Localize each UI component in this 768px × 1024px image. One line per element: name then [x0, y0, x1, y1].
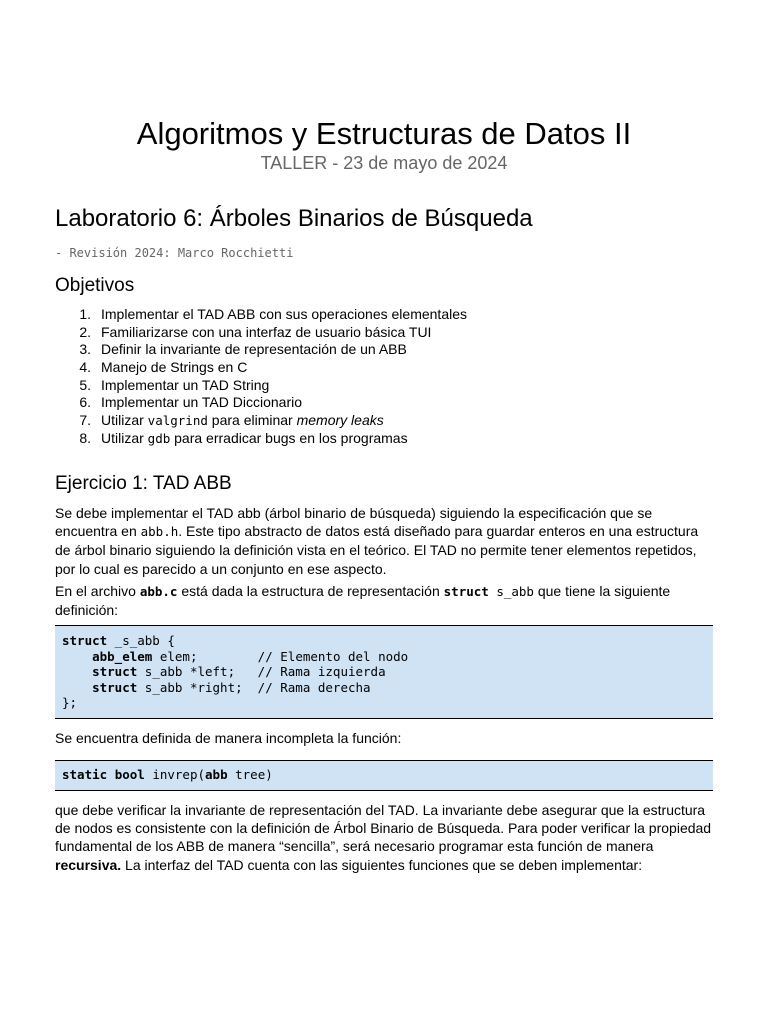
- inline-code: gdb: [147, 430, 171, 446]
- exercise1-paragraph-4: que debe verificar la invariante de representación del TAD. La invariante debe asegurar que la estructura de nodos es consistente con la definición de Árbol Binario de Búsqueda. Para poder verificar la propiedad fundamental de los ABB de manera “sencilla”, será necesario programar esta función de manera recursiva. La interfaz del TAD cuenta con las siguientes funciones que se deben implementar:: [55, 802, 712, 873]
- inline-code: abb.c: [139, 584, 178, 599]
- list-item: 8. Utilizar gdb para erradicar bugs en los programas: [79, 429, 408, 446]
- objectives-list: [55, 306, 467, 448]
- list-item: 4. Manejo de Strings en C: [79, 359, 248, 376]
- list-item: 1. Implementar el TAD ABB con sus operaciones elementales: [79, 306, 468, 322]
- exercise1-paragraph-3: Se encuentra definida de manera incompleta la función:: [55, 730, 402, 746]
- exercise1-paragraph-1: Se debe implementar el TAD abb (árbol binario de búsqueda) siguiendo la especificación que se encuentra en abb.h. Este tipo abstracto de datos está diseñado para guardar enteros en una estructura de árbol binario siguiendo la definición vista en el teórico. El TAD no permite tener elementos repetidos, por lo cual es parecido a un conjunto en ese aspecto.: [55, 505, 699, 577]
- course-title: Algoritmos y Estructuras de Datos II: [136, 116, 632, 151]
- list-item: 5. Implementar un TAD String: [79, 376, 270, 393]
- objectives-heading: Objetivos: [55, 275, 135, 296]
- course-subtitle: TALLER - 23 de mayo de 2024: [260, 153, 508, 173]
- inline-code: valgrind: [147, 413, 208, 429]
- list-item: 2. Familiarizarse con una interfaz de usuario básica TUI: [79, 323, 432, 340]
- list-item: 6. Implementar un TAD Diccionario: [79, 394, 303, 411]
- struct-code-block: struct _s_abb { abb_elem elem; // Elemento del nodo struct s_abb *left; // Rama izquierda struct s_abb *right; // Rama derecha };: [55, 625, 713, 719]
- inline-code: struct: [443, 584, 489, 599]
- list-item: 7. Utilizar valgrind para eliminar memory leaks: [79, 412, 384, 429]
- list-item: 3. Definir la invariante de representación de un ABB: [79, 341, 407, 358]
- revision-note: - Revisión 2024: Marco Rocchietti: [55, 246, 294, 260]
- inline-code: abb.h: [140, 524, 179, 540]
- inline-code: s_abb: [488, 584, 534, 599]
- lab-title: Laboratorio 6: Árboles Binarios de Búsqueda: [55, 205, 533, 232]
- exercise1-heading: Ejercicio 1: TAD ABB: [55, 473, 232, 494]
- invrep-code-block: static bool invrep(abb tree): [55, 760, 713, 791]
- exercise1-paragraph-2: En el archivo abb.c está dada la estructura de representación struct s_abb que tiene la siguiente definición:: [55, 583, 671, 619]
